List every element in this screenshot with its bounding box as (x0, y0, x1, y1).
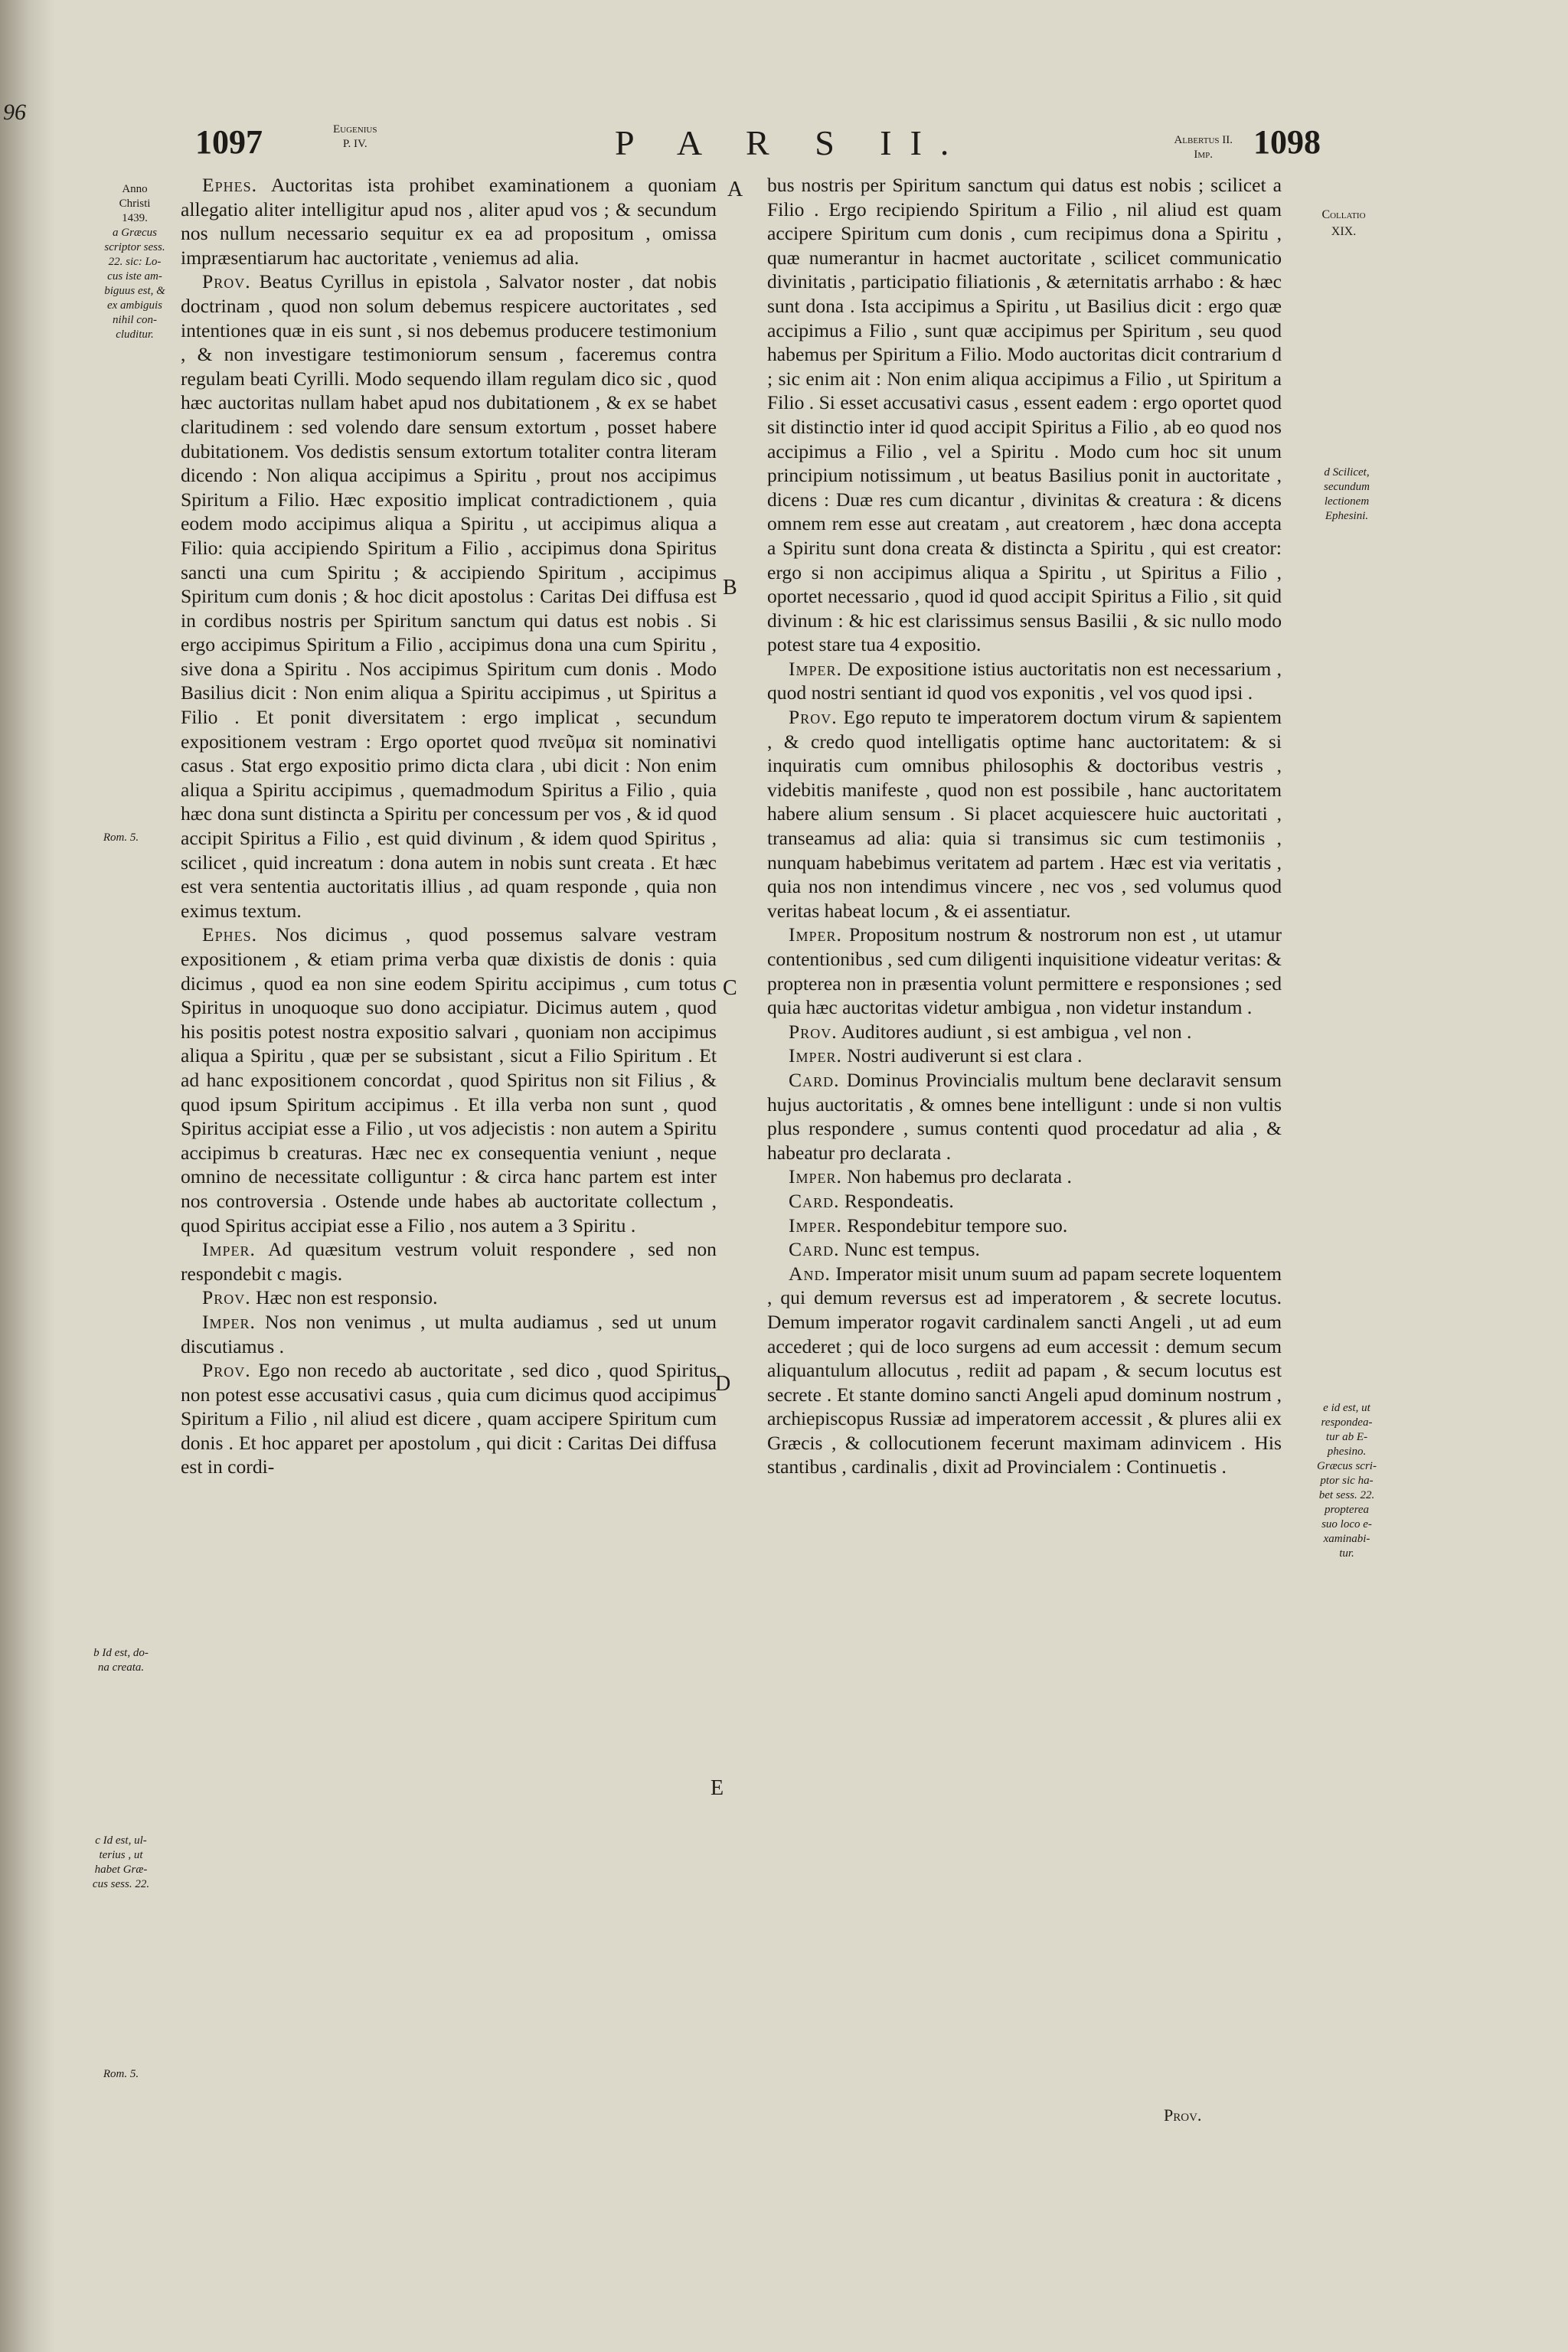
speech-text: Auditores audiunt , si est ambigua , vel non . (841, 1020, 1192, 1043)
speech-paragraph (767, 1044, 1282, 1068)
speaker-label: Imper. (202, 1310, 256, 1333)
speaker-label: Imper. (789, 657, 842, 680)
speech-paragraph (767, 657, 1282, 705)
speech-text: Nunc est tempus. (844, 1238, 980, 1261)
section-letter-e: E (710, 1776, 724, 1800)
margin-note-d: d Scilicet, secundum lectionem Ephesini. (1324, 466, 1370, 522)
speech-text: Dominus Provincialis multum bene declaravit sensum hujus auctoritatis , & omnes bene intelligunt : unde si non vultis plus respondere , sumus contenti quod procedatur ad alia , & habeatur pro declarata . (767, 1068, 1282, 1164)
speech-paragraph (181, 923, 717, 1237)
right-column (767, 173, 1282, 1479)
speaker-label: Card. (789, 1238, 840, 1261)
section-letter-b: B (723, 576, 737, 599)
section-letter-a: A (727, 178, 743, 201)
speech-paragraph (767, 1262, 1282, 1479)
speech-text: De expositione istius auctoritatis non est necessarium , quod nostri sentiant id quod vos exponitis , vel vos quod ipsi . (767, 657, 1282, 704)
speaker-label: Imper. (789, 1165, 842, 1188)
speech-text: Nos dicimus , quod possemus salvare vestram expositionem , & etiam prima verba quæ dixistis de donis : quia dicimus , quod ea non sine eodem Spiritu accipimus , cum totus Spiritus in unoquoque suo dono accipiatur. Dicimus autem , quod his positis potest nostra expositio salvari , quoniam non accipimus aliqua a Spiritu , quæ per se subsistant , sicut a Filio Spiritum . Et ad hanc expositionem concordat , quod Spiritus non sit Filius , & quod ipsum Spiritum accipimus . Et illa verba non sunt , quod Spiritus accipiat esse a Filio , ut vos adjecistis : non autem a Spiritu accipimus b creaturas. Hæc nec ex consequentia veniunt , neque omnino de necessitate colliguntur : & circa hanc partem est inter nos controversia . Ostende unde habes ab auctoritate collectum , quod Spiritus accipiat esse a Filio , nos autem a 3 Spiritu . (181, 923, 717, 1236)
speech-text: Nostri audiverunt si est clara . (847, 1044, 1083, 1067)
section-letter-d: D (715, 1372, 731, 1396)
speaker-label: Ephes. (202, 923, 258, 946)
speaker-label: Imper. (789, 1044, 842, 1067)
left-column (181, 173, 717, 1479)
speaker-label: Prov. (202, 1359, 251, 1382)
catchword: Prov. (1164, 2105, 1202, 2125)
running-head-left: Eugenius P. IV. (333, 123, 377, 150)
speech-text: Nos non venimus , ut multa audiamus , sed ut unum discutiamus . (181, 1310, 717, 1357)
speaker-label: Card. (789, 1068, 840, 1091)
running-head-right: Albertus II. Imp. (1174, 134, 1233, 161)
speaker-label: Prov. (202, 270, 251, 293)
section-letter-c: C (723, 976, 737, 1000)
page-header (195, 122, 1321, 168)
speech-paragraph (181, 1310, 717, 1358)
speech-text: Ego reputo te imperatorem doctum virum & sapientem , & credo quod intelligatis optime hanc auctoritatem: & si inquiratis cum omnibus philosophis & doctoribus vestris , videbitis manifeste , quod non est possibile , hanc auctoritatem habere alium sensum . Si placet acquiescere huic auctoritati , transeamus ad alia: quia si transimus sic cum testimoniis , nunquam habebimus veritatem ad partem . Hæc est via veritatis , quia nos non intendimus vincere , nec vos , sed volumus quod veritas habeat locum , & ei assentiatur. (767, 706, 1282, 922)
speaker-label: Imper. (202, 1238, 256, 1261)
speech-text: Imperator misit unum suum ad papam secrete loquentem , qui demum reversus est ad imperatorem , & secrete locutus. Demum imperator rogavit cardinalem sancti Angeli , ut ad eum accederet ; qui de loco surgens ad eum accessit : demum secum aliquantulum allocutus , rediit ad papam , & secum locutus est secrete . Et stante domino sancti Angeli apud dominum nostrum , archiepiscopus Russiæ ad imperatorem accessit , & plures alii ex Græcis , & collocutionem fecerunt maximam adinvicem . His stantibus , cardinalis , dixit ad Provincialem : Continuetis . (767, 1262, 1282, 1478)
speaker-label: Prov. (202, 1286, 251, 1309)
margin-note-b: b Id est, do- na creata. (93, 1647, 149, 1674)
speech-text: Ego non recedo ab auctoritate , sed dico , quod Spiritus non potest esse accusativi casus , quia cum dicimus quod accipimus Spiritum a Filio , nil aliud est dicere , quam accipere Spiritum cum donis . Et hoc apparet per apostolum , qui dicit : Caritas Dei diffusa est in cordi- (181, 1359, 717, 1478)
speech-paragraph (767, 173, 1282, 657)
speech-text: Propositum nostrum & nostrorum non est , ut utamur contentionibus , sed cum diligenti inquisitione videatur veritas: & propterea non in præsentia volunt permittere e responsiones ; sed quia hæc auctoritas videtur ambigua , non videtur instandum . (767, 923, 1282, 1019)
speech-paragraph (767, 1237, 1282, 1262)
speech-text: Hæc non est responsio. (256, 1286, 438, 1309)
speech-text: Auctoritas ista prohibet examinationem a quoniam allegatio aliter intelligitur apud nos , aliter apud vos ; & secundum nos nullum necessario sequitur ex ea ad propositum , omissa impræsentiarum hac auctoritate , veniemus ad alia. (181, 174, 717, 269)
gutter-shadow (0, 0, 55, 2352)
speech-text: Beatus Cyrillus in epistola , Salvator noster , dat nobis doctrinam , quod non solum debemus respicere auctoritates , sed intentiones quæ in eis sunt , si nos debemus producere testimonium , & non investigare testimoniorum sensum , faceremus contra regulam beati Cyrilli. Modo sequendo illam regulam dico sic , quod hæc auctoritas nullam habet apud nos dubitationem , & ex se habet claritudinem : sed volendo dare sensum extortum , posset habere dubitationem. Vos dedistis sensum extortum totaliter contra literam dicendo : Non aliqua accipimus a Spiritu , prout nos accipimus Spiritum a Filio. Hæc expositio implicat contradictionem , quia eodem modo accipimus aliqua a Spiritu , ut accipimus aliqua a Filio: quia accipiendo Spiritum a Filio , accipimus dona Spiritus sancti una cum Spiritu ; & accipiendo Spiritum , accipimus Spiritum cum donis ; & hoc dicit apostolus : Caritas Dei diffusa est in cordibus nostris per Spiritum sanctum qui datus est nobis . Si ergo accipimus Spiritum a Filio , accipimus dona una cum Spiritu , sive dona a Spiritu . Nos accipimus Spiritum cum donis . Modo Basilius dicit : Non enim aliqua a Spiritu accipimus , ut Spiritus a Filio . Et ponit diversitatem : ergo implicat , secundum expositionem vestram : Ergo oportet quod πνεῦμα sit nominativi casus . Stat ergo expositio primo dicta clara , ubi dicit : Non enim aliqua a Spiritu accipimus , quemadmodum Spiritus a Filio , quia hæc dona sunt distincta a Spiritu per concessum per vos , & id quod accipit Spiritus a Filio , est quid divinum , & idem quod Spiritus , scilicet , quid increatum : dona autem in nobis sunt creata . Et hæc est vera sententia auctoritatis illius , ad quam responde , quia non eximus textum. (181, 270, 717, 922)
speech-paragraph (181, 1285, 717, 1310)
margin-note-anno: Anno Christi 1439. a Græcus scriptor sess. 22. sic: Lo- cus iste am- biguus est, & ex ambiguis nihil con- cluditur. (104, 183, 165, 341)
speech-paragraph (181, 270, 717, 923)
speech-paragraph (767, 1068, 1282, 1165)
speaker-label: Card. (789, 1189, 840, 1212)
speaker-label: Prov. (789, 706, 838, 729)
speech-paragraph (767, 1214, 1282, 1238)
speaker-label: Imper. (789, 1214, 842, 1236)
speech-text: Non habemus pro declarata . (847, 1165, 1072, 1188)
speech-paragraph (767, 705, 1282, 923)
speaker-label: Prov. (789, 1020, 838, 1043)
speech-paragraph (767, 923, 1282, 1019)
speech-text: Respondeatis. (844, 1189, 954, 1212)
margin-note-rom5: Rom. 5. (103, 831, 139, 844)
page-number-left: 1097 (195, 123, 263, 161)
speech-paragraph (181, 1237, 717, 1285)
speech-paragraph (181, 1358, 717, 1479)
speech-paragraph (767, 1165, 1282, 1189)
speech-text: bus nostris per Spiritum sanctum qui datus est nobis ; scilicet a Filio . Ergo recipiendo Spiritum a Filio , nil aliud est quam accipere Spiritum cum donis , cum recipimus dona a Spiritu , quæ numerantur in hacmet auctoritate , scilicet communicatio divinitatis , participatio filiationis , & æternitatis arrhabo : & hæc sunt dona . Ista accipimus a Spiritu , ut Basilius dicit : ergo quæ accipimus a Filio , sunt quæ accipimus per Spiritum , seu quod habemus per Spiritum a Filio. Modo auctoritas dicit contrarium d ; sic enim ait : Non enim aliqua accipimus a Filio , ut Spiritum a Filio . Si esset accusativi casus , essent eadem : ergo oportet quod sit distinctio inter id quod accipit Spiritus a Filio , ab eo quod nos accipimus a Filio , vel a Spiritu . Modo cum hoc sit unum principium notissimum , ut beatus Basilius ponit in auctoritate , dicens : Duæ res cum dicantur , divinitas & creatura : & dicens omnem rem esse aut creatam , aut creatorem , hæc dona accepta a Spiritu sunt dona creata & distincta a Spiritu , qui est creator: ergo si non accipimus aliqua a Spiritu , ut Spiritus a Filio , oportet necessario , quod id quod accipit Spiritus a Filio , sit quid divinum : & hic est clarissimus sensus Basilii , & sic nullo modo potest stare tua 4 expositio. (767, 174, 1282, 656)
page-number-right: 1098 (1253, 123, 1321, 161)
margin-note-rom5b: Rom. 5. (103, 2068, 139, 2080)
speaker-label: Imper. (789, 923, 842, 946)
speech-paragraph (767, 1020, 1282, 1044)
speaker-label: And. (789, 1262, 831, 1285)
speech-text: Ad quæsitum vestrum voluit respondere , sed non respondebit c magis. (181, 1238, 717, 1285)
speech-paragraph (181, 173, 717, 270)
speaker-label: Ephes. (202, 174, 258, 196)
margin-note-e: e id est, ut respondea- tur ab E- phesino. Græcus scri- ptor sic ha- bet sess. 22. propterea suo loco e- xaminabi- tur. (1317, 1402, 1377, 1560)
margin-note-c: c Id est, ul- terius , ut habet Græ- cus sess. 22. (92, 1834, 150, 1890)
section-title: P A R S II. (615, 123, 968, 162)
speech-paragraph (767, 1189, 1282, 1214)
previous-page-number-fragment: 96 (3, 100, 26, 125)
speech-text: Respondebitur tempore suo. (847, 1214, 1068, 1236)
margin-collatio: Collatio XIX. (1321, 208, 1366, 238)
